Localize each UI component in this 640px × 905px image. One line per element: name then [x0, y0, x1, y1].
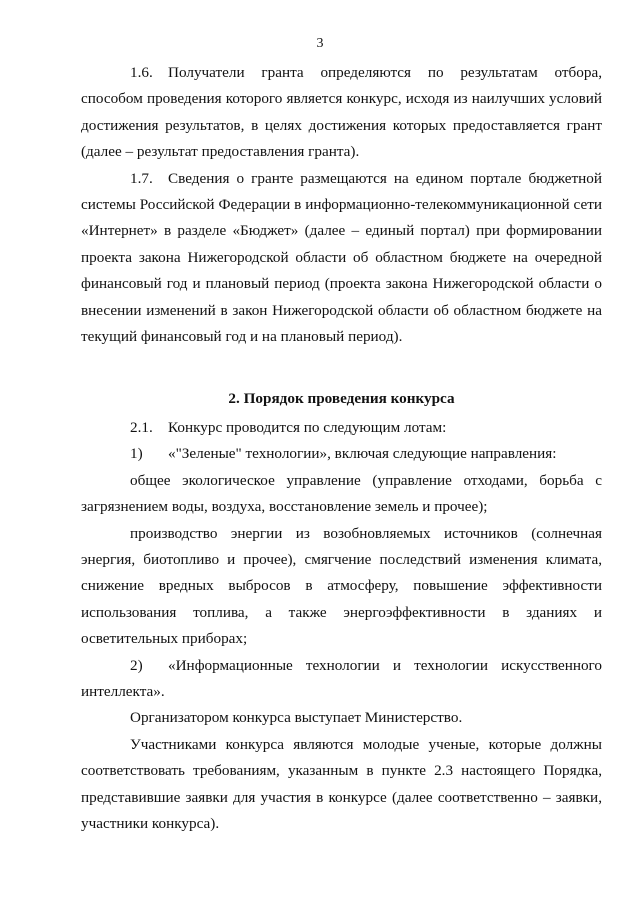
list-text: «Информационные технологии и технологии искусственного интеллекта». [81, 656, 602, 700]
paragraph-1-6 [81, 60, 602, 166]
list-number: 1) [130, 445, 143, 463]
list-number: 2) [130, 656, 143, 674]
lot-1-direction-2: производство энергии из возобновляемых источников (солнечная энергия, биотопливо и прочее), смягчение последствий изменения климата, снижение вредных выбросов в атмосферу, повышение эффективности использования топлива, а также энергоэффективности в зданиях и осветительных приборах; [81, 524, 602, 648]
document-body [81, 60, 602, 837]
page-number: 3 [316, 36, 324, 51]
section-heading: 2. Порядок проведения конкурса [228, 390, 455, 408]
paragraph-text: Конкурс проводится по следующим лотам: [168, 418, 447, 436]
lot-1 [81, 441, 602, 467]
paragraph-text: Получатели гранта определяются по результатам отбора, способом проведения которого является конкурс, исходя из наилучших условий достижения результатов, в целях достижения которых предоставляется грант (далее – результат предоставления гранта). [81, 64, 602, 161]
participants-paragraph: Участниками конкурса являются молодые ученые, которые должны соответствовать требованиям, указанным в пункте 2.3 настоящего Порядка, представившие заявки для участия в конкурсе (далее соответственно – заявки, участники конкурса). [81, 735, 602, 832]
lot-1-direction-1: общее экологическое управление (управление отходами, борьба с загрязнением воды, воздуха, восстановление земель и прочее); [81, 471, 602, 516]
paragraph-number: 1.7. [130, 169, 153, 187]
paragraph-number: 1.6. [130, 64, 153, 81]
paragraph-number: 2.1. [130, 418, 153, 436]
organizer-paragraph: Организатором конкурса выступает Министерство. [130, 709, 463, 727]
paragraph-2-1 [81, 415, 602, 441]
lot-2 [81, 653, 602, 706]
paragraph-1-7 [81, 166, 602, 351]
list-text: «"Зеленые" технологии», включая следующие направления: [168, 445, 557, 463]
paragraph-text: Сведения о гранте размещаются на едином портале бюджетной системы Российской Федерации в информационно-телекоммуникационной сети «Интернет» в разделе «Бюджет» (далее – единый портал) при формировании проекта закона Нижегородской области об областном бюджете на очередной финансовый год и плановый период (проекта закона Нижегородской области о внесении изменений в закон Нижегородской области об областном бюджете на текущий финансовый год и на плановый период). [81, 169, 602, 346]
